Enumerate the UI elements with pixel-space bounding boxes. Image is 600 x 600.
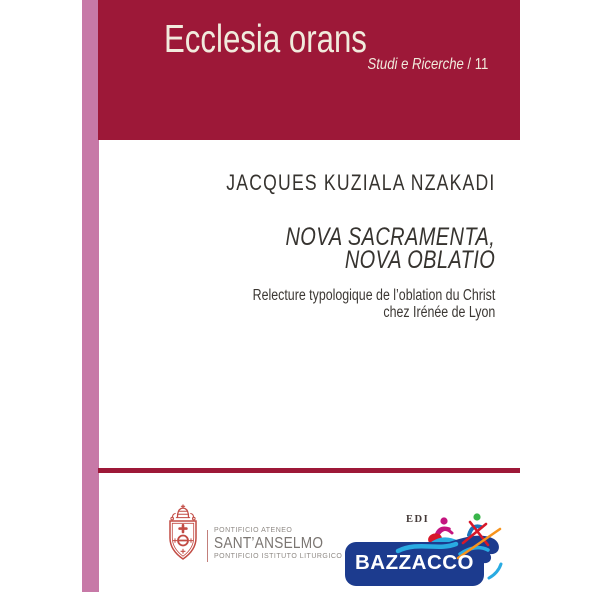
pontificio-ateneo-label: PONTIFICIO ATENEO [214,527,293,534]
santanselmo-wordmark [214,526,342,561]
edi-label: EDI [406,514,430,525]
series-subtitle [367,57,488,73]
book-title-line2: NOVA OBLATIO [344,246,495,274]
series-subtitle-name: Studi e Ricerche [367,56,464,73]
istituto-liturgico-label: PONTIFICIO ISTITUTO LITURGICO [214,553,343,560]
series-volume-number: / 11 [463,56,488,73]
bazzacco-name: BAZZACCO [354,551,474,574]
book-subtitle-line1: Relecture typologique de l’oblation du Christ [252,287,495,304]
book-title [285,223,495,274]
book-subtitle-line2: chez Irénée de Lyon [383,304,495,321]
spine-strip [82,0,99,592]
santanselmo-crest-icon [162,504,204,564]
series-title: Ecclesia orans [164,18,367,61]
footer-divider-rule [98,468,520,473]
series-header-band [98,0,520,140]
logo-separator-line [207,530,209,562]
author-name: JACQUES KUZIALA NZAKADI [225,170,495,195]
book-title-line1: NOVA SACRAMENTA, [285,223,495,251]
book-subtitle [252,287,495,321]
publisher-bazzacco [340,505,510,595]
santanselmo-name: SANT’ANSELMO [214,535,324,552]
